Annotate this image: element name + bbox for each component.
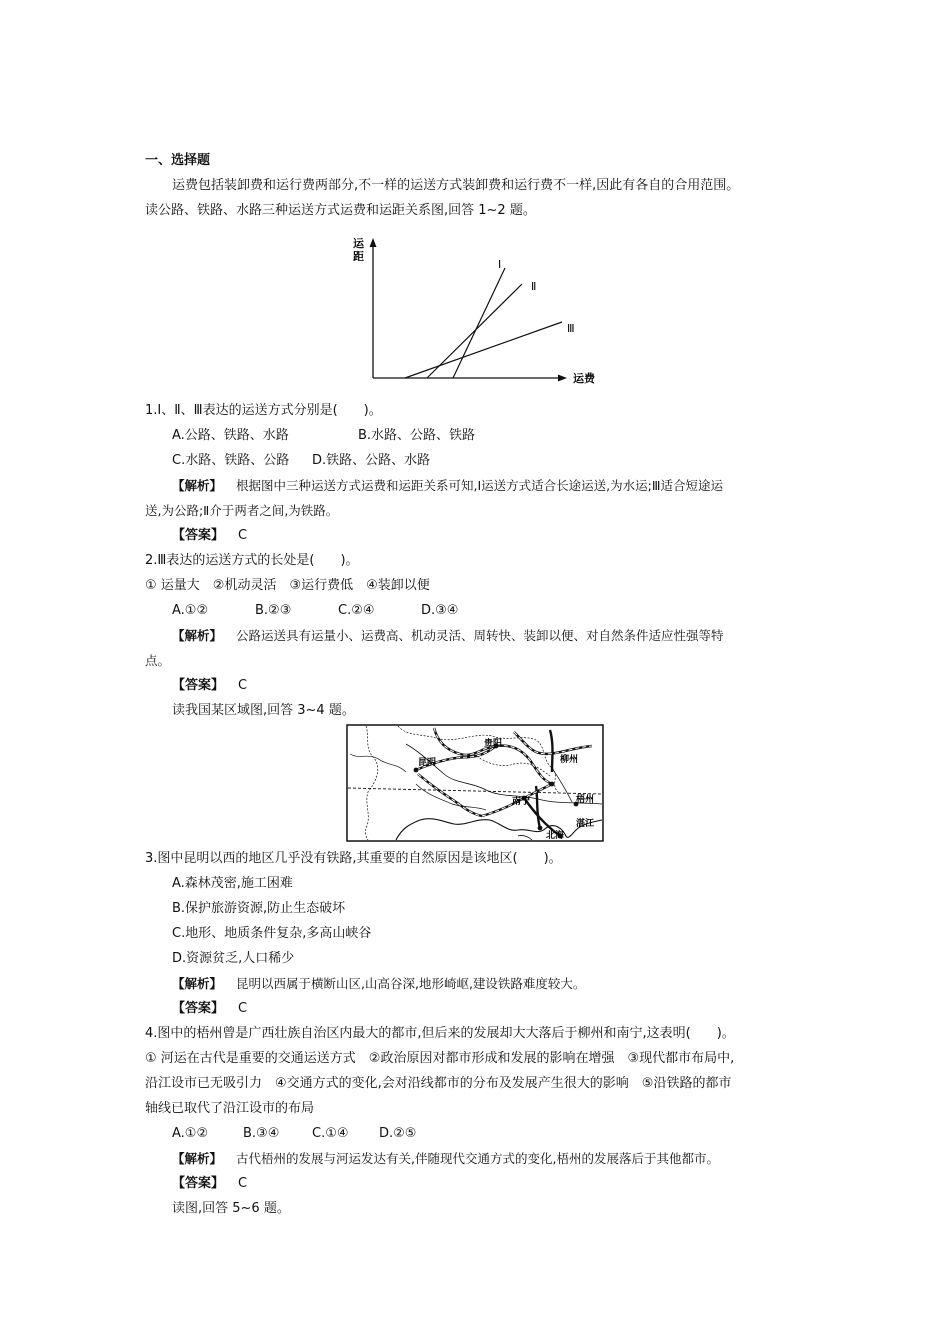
q1-analysis-line-1 [172,477,837,495]
q2-analysis-tag: 【解析】 [172,628,223,643]
line-label-3: Ⅲ [567,322,575,335]
q4-items-3: 轴线已取代了沿江设市的布局 [145,1101,315,1116]
x-axis-arrow [558,375,567,382]
q4-option-b: B.③④ [243,1126,280,1141]
y-axis-arrow [370,238,377,247]
city-label-liuzhou: 柳州 [560,755,579,765]
q3-answer-value: C [238,1001,248,1016]
q4-answer-value: C [238,1176,248,1191]
q1-analysis-tag: 【解析】 [172,478,223,493]
line-label-1: Ⅰ [498,258,502,271]
q3-analysis-text: 昆明以西属于横断山区,山高谷深,地形崎岖,建设铁路难度较大。 [236,976,586,991]
q3-analysis-tag: 【解析】 [172,976,223,991]
q4-items-1: ① 河运在古代是重要的交通运送方式 ②政治原因对都市形成和发展的影响在增强 ③现代都市布局中, [145,1051,735,1066]
q3-stem: 3.图中昆明以西的地区几乎没有铁路,其重要的自然原因是该地区( )。 [145,851,562,866]
q3-option-b: B.保护旅游资源,防止生态破坏 [172,901,346,916]
q1-answer [172,527,837,545]
line-2 [427,284,522,378]
q4-stem: 4.图中的梧州曾是广西壮族自治区内最大的都市,但后来的发展却大大落后于柳州和南宁,这表明( )。 [145,1026,735,1041]
q1-option-c: C.水路、铁路、公路 [172,453,290,468]
q4-items-2: 沿江设市已无吸引力 ④交通方式的变化,会对沿线都市的分布及发展产生很大的影响 ⑤沿铁路的都市 [145,1076,732,1091]
q1-option-a: A.公路、铁路、水路 [172,428,289,443]
line-3 [405,322,562,378]
city-dot-liuzhou [550,782,555,787]
city-label-guiyang: 贵阳 [484,739,503,749]
q3-option-a: A.森林茂密,施工困难 [172,876,293,891]
q4-answer [172,1175,837,1193]
line-label-2: Ⅱ [531,280,537,293]
q2-option-c: C.②④ [338,603,375,618]
q4-option-a: A.①② [172,1126,209,1141]
intro-line-2: 读公路、铁路、水路三种运送方式运费和运距关系图,回答 1~2 题。 [145,203,536,218]
figure-region-map [346,724,604,842]
y-label-1: 运 [353,237,364,250]
q2-answer-tag: 【答案】 [172,678,225,693]
q1-answer-value: C [238,528,248,543]
city-label-beihai: 北海 [546,831,565,841]
section-title: 一、选择题 [145,153,211,168]
q3-option-c: C.地形、地质条件复杂,多高山峡谷 [172,926,372,941]
q2-stem: 2.Ⅲ表达的运送方式的长处是( )。 [145,553,359,568]
q4-option-d: D.②⑤ [379,1126,417,1141]
city-label-zhanjiang: 湛江 [576,819,595,829]
q1-option-b: B.水路、公路、铁路 [358,428,476,443]
q3-answer [172,1000,837,1018]
y-label-2: 距 [353,250,364,263]
q4-answer-tag: 【答案】 [172,1176,225,1191]
intro-line-1: 运费包括装卸费和运行费两部分,不一样的运送方式装卸费和运行费不一样,因此有各自的合用范围。 [172,178,740,193]
q2-answer [172,677,837,695]
map-intro: 读我国某区域图,回答 3~4 题。 [172,703,355,718]
q2-option-b: B.②③ [255,603,292,618]
q1-analysis-text-1: 根据图中三种运送方式运费和运距关系可知,Ⅰ运送方式适合长途运送,为水运;Ⅲ适合短途运 [236,478,723,493]
q2-analysis-line-1 [172,627,837,645]
figure-cost-distance [345,228,615,390]
q4-option-c: C.①④ [312,1126,349,1141]
city-label-wuzhou: 梧州 [576,795,595,805]
q1-option-d: D.铁路、公路、水路 [312,453,431,468]
q2-analysis-line-2: 点。 [145,653,171,668]
q4-analysis-tag: 【解析】 [172,1151,223,1166]
q2-analysis-text-1: 公路运送具有运量小、运费高、机动灵活、周转快、装卸以便、对自然条件适应性强等特 [236,628,724,643]
q3-answer-tag: 【答案】 [172,1001,225,1016]
q4-analysis [172,1150,837,1168]
city-dot-kunming [414,768,419,773]
line-1 [453,268,505,378]
q2-answer-value: C [238,678,248,693]
q3-option-d: D.资源贫乏,人口稀少 [172,951,295,966]
q1-answer-tag: 【答案】 [172,528,225,543]
q4-analysis-text: 古代梧州的发展与河运发达有关,伴随现代交通方式的变化,梧州的发展落后于其他都市。 [236,1151,719,1166]
city-dot-beihai [538,826,543,831]
final-instruction: 读图,回答 5~6 题。 [172,1201,290,1216]
q3-analysis [172,975,837,993]
x-label: 运费 [573,372,595,385]
q1-analysis-line-2: 送,为公路;Ⅱ介于两者之间,为铁路。 [145,503,339,518]
q1-stem: 1.Ⅰ、Ⅱ、Ⅲ表达的运送方式分别是( )。 [145,403,382,418]
city-label-kunming: 昆明 [418,758,437,768]
q2-items: ① 运量大 ②机动灵活 ③运行费低 ④装卸以便 [145,578,430,593]
q2-option-a: A.①② [172,603,209,618]
city-label-nanning: 南宁 [512,797,531,807]
q2-option-d: D.③④ [421,603,459,618]
map-frame [347,725,603,841]
